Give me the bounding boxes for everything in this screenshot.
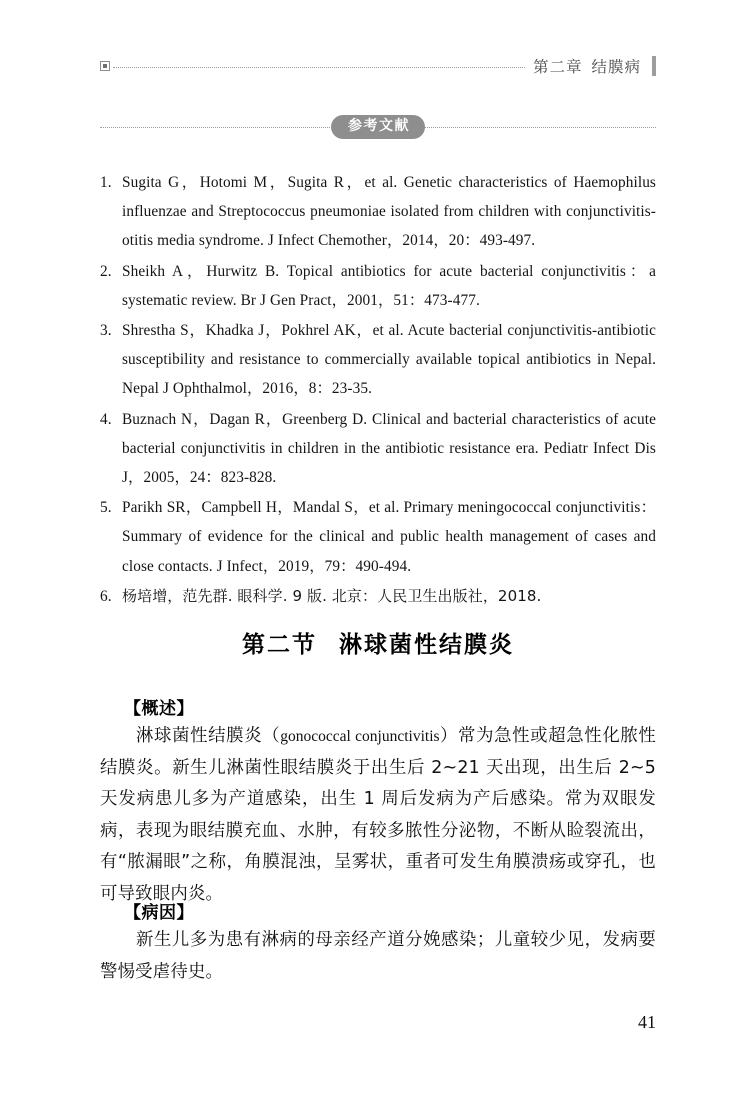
- overview-english-term: gonococcal conjunctivitis: [280, 728, 440, 745]
- list-item: [100, 405, 656, 493]
- reference-number: 6.: [100, 587, 112, 605]
- cause-paragraph: 新生儿多为患有淋病的母亲经产道分娩感染；儿童较少见，发病要警惕受虐待史。: [100, 930, 656, 982]
- running-header: [100, 52, 656, 80]
- overview-text-part2: ）常为急性或超急性化脓性结膜炎。新生儿淋菌性眼结膜炎于出生后 2~21 天出现，出生后 2~5 天发病患儿多为产道感染，出生 1 周后发病为产后感染。常为双眼发病，表现为眼结膜充血、水肿，有较多脓性分泌物，不断从睑裂流出，有“脓漏眼”之称，角膜混浊，呈雾状，重者可发生角膜溃疡或穿孔，也可导致眼内炎。: [100, 726, 656, 904]
- reference-number: 4.: [100, 410, 112, 428]
- reference-text: Parikh SR，Campbell H，Mandal S，et al. Primary meningococcal conjunctivitis：Summary of evidence for the clinical and public health management of cases and close contacts. J Infect，2019，79：490-494.: [122, 499, 656, 575]
- reference-text: 杨培增，范先群. 眼科学. 9 版. 北京：人民卫生出版社，2018.: [122, 586, 542, 605]
- page-number: 41: [638, 1012, 656, 1032]
- cause-heading: 【病因】: [124, 903, 194, 923]
- overview-paragraph: [100, 721, 656, 910]
- header-chapter-name: 结膜病: [591, 58, 641, 76]
- overview-text-part1: 淋球菌性结膜炎（: [136, 726, 281, 746]
- reference-number: 2.: [100, 262, 112, 280]
- reference-text: Shrestha S，Khadka J，Pokhrel AK，et al. Acute bacterial conjunctivitis-antibiotic susceptibility and resistance to commercially available topical antibiotics in Nepal. Nepal J Ophthalmol，2016，8：23-35.: [122, 322, 656, 398]
- overview-section: [100, 694, 656, 910]
- page-title: [100, 626, 656, 659]
- square-marker-icon: [100, 61, 110, 71]
- list-item: [100, 257, 656, 315]
- header-chapter-title: [533, 55, 641, 77]
- list-item: [100, 316, 656, 404]
- reference-text: Buznach N，Dagan R，Greenberg D. Clinical and bacterial characteristics of acute bacterial conjunctivitis in children in the antibiotic resistance era. Pediatr Infect Dis J，2005，24：823-828.: [122, 410, 656, 487]
- list-item: [100, 493, 656, 581]
- reference-number: 1.: [100, 174, 112, 191]
- section-name: 淋球菌性结膜炎: [339, 632, 514, 658]
- cause-section: [100, 898, 656, 988]
- references-divider: [100, 112, 656, 142]
- reference-text: Sugita G，Hotomi M，Sugita R，et al. Genetic characteristics of Haemophilus influenzae and Streptococcus pneumoniae isolated from children with conjunctivitis-otitis media syndrome. J Infect Chemother，2014，20：493-497.: [122, 174, 656, 250]
- header-accent-bar: [652, 56, 656, 76]
- reference-number: 5.: [100, 499, 112, 517]
- overview-heading: 【概述】: [124, 699, 194, 719]
- list-item: [100, 582, 656, 611]
- reference-text: Sheikh A，Hurwitz B. Topical antibiotics for acute bacterial conjunctivitis：a systematic review. Br J Gen Pract，2001，51：473-477.: [122, 262, 656, 309]
- list-item: [100, 168, 656, 256]
- header-chapter-number: 第二章: [532, 58, 583, 76]
- references-badge: 参考文献: [331, 115, 425, 139]
- reference-list: [100, 168, 656, 612]
- section-number: 第二节: [242, 632, 317, 658]
- reference-number: 3.: [100, 322, 112, 340]
- header-dotted-rule: [113, 66, 525, 68]
